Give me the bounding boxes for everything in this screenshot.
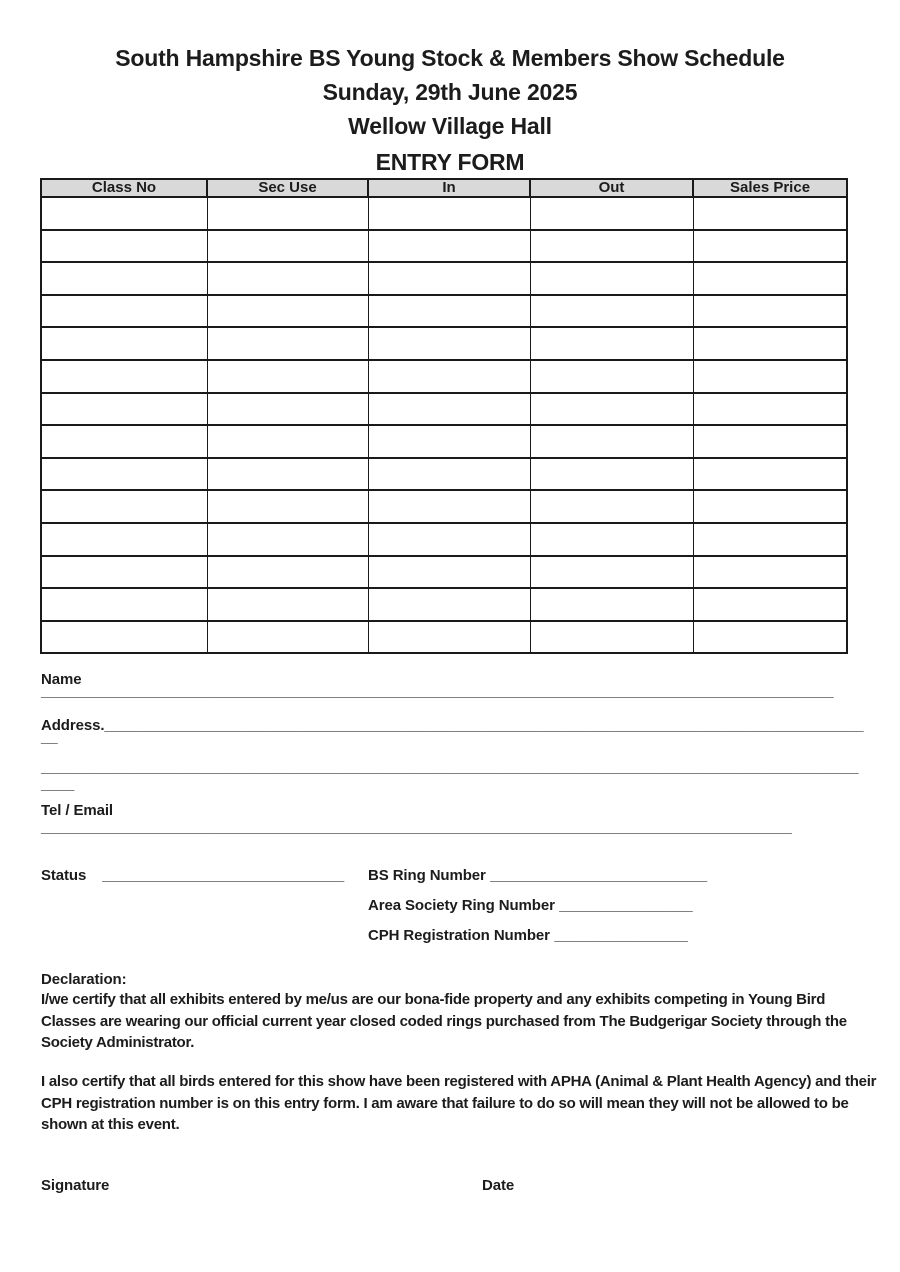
table-row xyxy=(41,588,847,621)
table-row xyxy=(41,458,847,491)
table-cell xyxy=(41,295,207,328)
table-cell xyxy=(530,523,693,556)
bs-ring-label: BS Ring Number xyxy=(368,867,486,884)
table-row xyxy=(41,360,847,393)
table-cell xyxy=(530,490,693,523)
table-cell xyxy=(693,262,847,295)
venue-name: Wellow Village Hall xyxy=(348,113,552,139)
table-cell xyxy=(693,621,847,654)
status-row xyxy=(41,866,344,886)
table-cell xyxy=(368,458,530,491)
area-ring-row xyxy=(368,896,693,916)
address-line-1-wrap: __ xyxy=(41,729,58,746)
cph-row xyxy=(368,926,688,946)
table-cell xyxy=(368,327,530,360)
column-header-out: Out xyxy=(530,179,693,197)
table-cell xyxy=(207,197,368,230)
address-line-1: ___________________________________________________________________________________________ xyxy=(104,717,864,734)
table-cell xyxy=(530,425,693,458)
date-label: Date xyxy=(482,1177,515,1194)
table-cell xyxy=(530,458,693,491)
table-cell xyxy=(41,327,207,360)
table-cell xyxy=(368,262,530,295)
table-cell xyxy=(693,458,847,491)
table-cell xyxy=(693,197,847,230)
cph-line: ________________ xyxy=(554,927,688,944)
entry-table-header-row xyxy=(41,179,847,197)
status-label: Status xyxy=(41,867,87,884)
name-label: Name xyxy=(41,671,82,688)
table-row xyxy=(41,327,847,360)
table-row xyxy=(41,262,847,295)
cph-label: CPH Registration Number xyxy=(368,927,550,944)
table-cell xyxy=(693,327,847,360)
table-cell xyxy=(41,425,207,458)
area-ring-line: ________________ xyxy=(559,897,693,914)
table-cell xyxy=(693,393,847,426)
table-cell xyxy=(530,197,693,230)
table-row xyxy=(41,556,847,589)
table-row xyxy=(41,230,847,263)
address-line-2: __________________________________________________________________________________________________ xyxy=(41,759,859,776)
bs-ring-row xyxy=(368,866,707,886)
table-cell xyxy=(41,393,207,426)
table-cell xyxy=(693,230,847,263)
entry-table xyxy=(40,178,848,654)
table-cell xyxy=(530,360,693,393)
column-header-class-no: Class No xyxy=(41,179,207,197)
table-cell xyxy=(368,490,530,523)
table-cell xyxy=(207,523,368,556)
table-cell xyxy=(368,230,530,263)
table-cell xyxy=(207,621,368,654)
table-cell xyxy=(368,588,530,621)
table-cell xyxy=(368,556,530,589)
table-cell xyxy=(530,556,693,589)
table-cell xyxy=(530,230,693,263)
table-row xyxy=(41,425,847,458)
address-label: Address. xyxy=(41,717,105,734)
table-cell xyxy=(207,588,368,621)
table-row xyxy=(41,621,847,654)
table-cell xyxy=(693,490,847,523)
table-cell xyxy=(207,295,368,328)
table-cell xyxy=(41,197,207,230)
table-cell xyxy=(693,588,847,621)
tel-email-line: __________________________________________________________________________________________ xyxy=(41,819,792,836)
table-cell xyxy=(41,523,207,556)
table-cell xyxy=(41,458,207,491)
table-cell xyxy=(693,523,847,556)
entry-table-body xyxy=(41,197,847,653)
declaration-heading: Declaration: xyxy=(41,971,127,988)
bs-ring-line: __________________________ xyxy=(490,867,708,884)
table-cell xyxy=(207,458,368,491)
table-cell xyxy=(530,393,693,426)
form-title: ENTRY FORM xyxy=(375,149,525,175)
table-cell xyxy=(693,556,847,589)
table-cell xyxy=(207,490,368,523)
tel-email-label: Tel / Email xyxy=(41,802,113,819)
table-cell xyxy=(41,360,207,393)
table-cell xyxy=(207,360,368,393)
table-cell xyxy=(368,360,530,393)
table-cell xyxy=(207,262,368,295)
address-row xyxy=(41,716,864,736)
table-cell xyxy=(41,588,207,621)
table-cell xyxy=(530,621,693,654)
table-cell xyxy=(530,295,693,328)
table-cell xyxy=(207,327,368,360)
table-cell xyxy=(368,295,530,328)
show-date: Sunday, 29th June 2025 xyxy=(322,79,578,105)
table-row xyxy=(41,490,847,523)
column-header-sales-price: Sales Price xyxy=(693,179,847,197)
table-row xyxy=(41,393,847,426)
column-header-in: In xyxy=(368,179,530,197)
table-cell xyxy=(207,425,368,458)
table-row xyxy=(41,197,847,230)
table-cell xyxy=(207,393,368,426)
table-cell xyxy=(368,621,530,654)
table-cell xyxy=(368,393,530,426)
name-line: _______________________________________________________________________________________________ xyxy=(41,683,834,700)
status-line: _____________________________ xyxy=(102,867,345,884)
table-cell xyxy=(693,295,847,328)
table-cell xyxy=(41,556,207,589)
table-cell xyxy=(530,588,693,621)
declaration-paragraph-2: I also certify that all birds entered for this show have been registered with APHA (Animal & Plant Health Agency) and their CPH registration number is on this entry form. I am aware that failure to do so will mean they will not be allowed to be shown at this event. xyxy=(41,1073,877,1133)
declaration-paragraph-1: I/we certify that all exhibits entered by me/us are our bona-fide property and any exhibits competing in Young Bird Classes are wearing our official current year closed coded rings purchased from The Budgerigar Society through the Society Administrator. xyxy=(41,991,847,1051)
table-cell xyxy=(368,425,530,458)
table-cell xyxy=(530,262,693,295)
table-cell xyxy=(693,360,847,393)
table-cell xyxy=(530,327,693,360)
table-cell xyxy=(41,621,207,654)
table-cell xyxy=(41,262,207,295)
signature-label: Signature xyxy=(41,1177,110,1194)
column-header-sec-use: Sec Use xyxy=(207,179,368,197)
table-cell xyxy=(207,230,368,263)
table-row xyxy=(41,523,847,556)
table-cell xyxy=(368,523,530,556)
area-ring-label: Area Society Ring Number xyxy=(368,897,555,914)
show-title: South Hampshire BS Young Stock & Members Show Schedule xyxy=(115,45,785,71)
table-row xyxy=(41,295,847,328)
table-cell xyxy=(41,230,207,263)
table-cell xyxy=(41,490,207,523)
table-cell xyxy=(693,425,847,458)
table-cell xyxy=(207,556,368,589)
table-cell xyxy=(368,197,530,230)
address-line-2-wrap: ____ xyxy=(41,776,75,793)
